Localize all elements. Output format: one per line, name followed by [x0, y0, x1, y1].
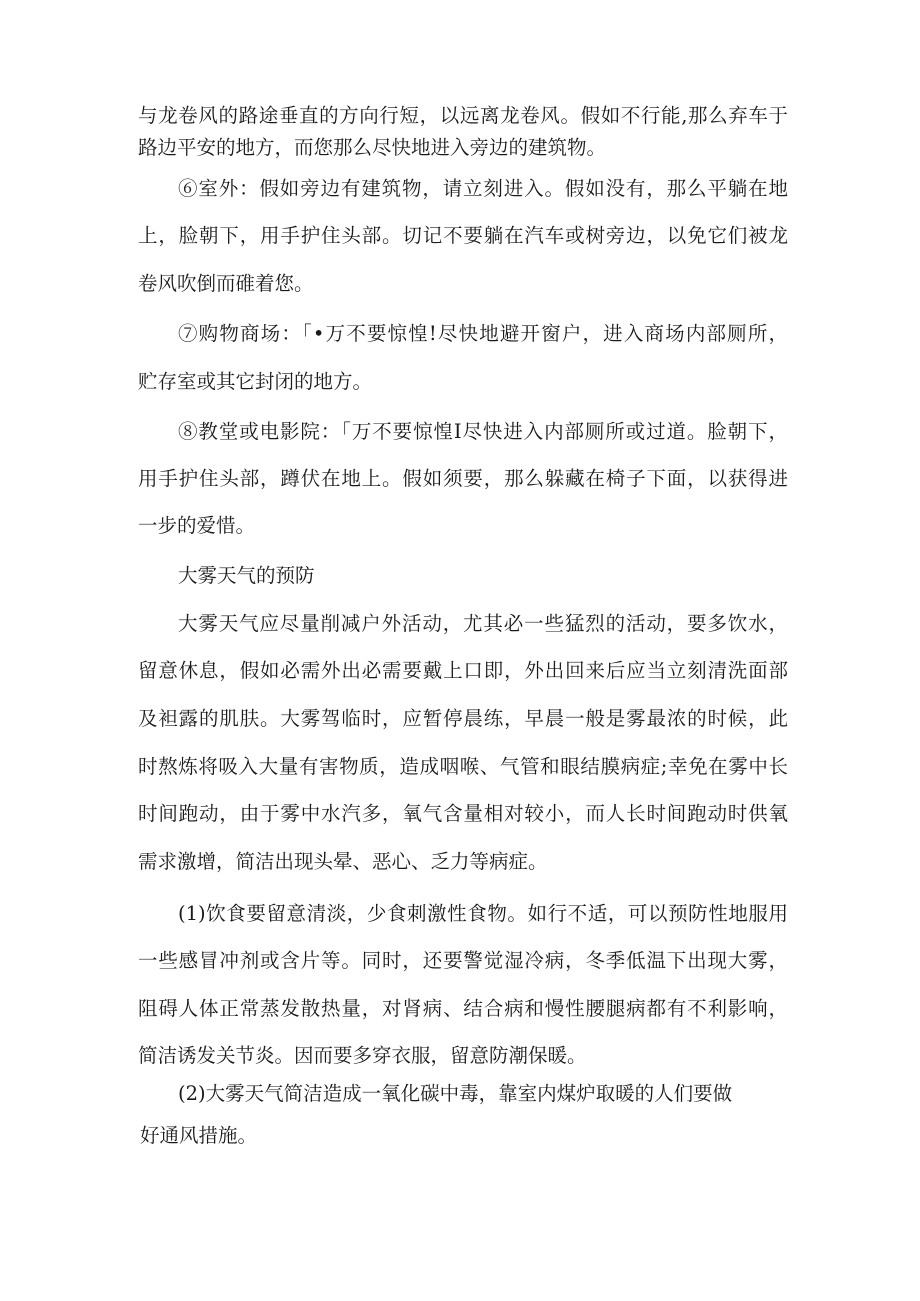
text-line: 时间跑动，由于雾中水汽多，氧气含量相对较小，而人长时间跑动时供氧	[138, 802, 788, 825]
text-line: 上，脸朝下，用手护住头部。切记不要躺在汽车或树旁边，以免它们被龙	[138, 224, 788, 247]
section-heading: 大雾天气的预防	[178, 564, 315, 587]
text-line: ⑧教堂或电影院：「万不要惊惶I尽快进入内部厕所或过道。脸朝下，	[178, 420, 788, 443]
text-line: 留意休息，假如必需外出必需要戴上口即，外出回来后应当立刻清洗面部	[138, 659, 788, 682]
text-line: 大雾天气应尽量削减户外活动，尤其必一些猛烈的活动，要多饮水，	[178, 612, 788, 635]
text-line: 时熬炼将吸入大量有害物质，造成咽喉、气管和眼结膜病症;幸免在雾中长	[138, 755, 788, 778]
text-line: 简洁诱发关节炎。因而要多穿衣服，留意防潮保暖。	[138, 1044, 587, 1067]
text-line: (2)大雾天气简洁造成一氧化碳中毒，靠室内煤炉取暖的人们要做	[178, 1082, 733, 1105]
text-line: 及袒露的肌肤。大雾驾临时，应暂停晨练，早晨一般是雾最浓的时候，此	[138, 707, 788, 730]
text-line: 与龙卷风的路途垂直的方向行短，以远离龙卷风。假如不行能,那么弃车于	[138, 104, 788, 127]
text-line: ⑦购物商场：「•万不要惊惶!尽快地避开窗户，进入商场内部厕所，	[178, 322, 788, 345]
text-line: 路边平安的地方，而您那么尽快地进入旁边的建筑物。	[138, 136, 607, 159]
text-line: 阻碍人体正常蒸发散热量，对肾病、结合病和慢性腰腿病都有不利影响，	[138, 997, 788, 1020]
text-line: 好通风措施。	[140, 1124, 258, 1147]
text-line: 一些感冒冲剂或含片等。同时，还要警觉湿冷病，冬季低温下出现大雾，	[138, 949, 788, 972]
text-line: 贮存室或其它封闭的地方。	[138, 370, 373, 393]
text-line: 卷风吹倒而碓着您。	[138, 272, 314, 295]
text-line: 用手护住头部，蹲伏在地上。假如须要，那么躲藏在椅子下面，以获得进	[138, 467, 788, 490]
text-line: ⑥室外：假如旁边有建筑物，请立刻进入。假如没有，那么平躺在地	[178, 177, 788, 200]
text-line: 需求激增，简洁出现头晕、恶心、乏力等病症。	[138, 850, 548, 873]
text-line: 一步的爱惜。	[138, 514, 256, 537]
text-line: (1)饮食要留意清淡，少食刺激性食物。如行不适，可以预防性地服用	[178, 902, 788, 925]
